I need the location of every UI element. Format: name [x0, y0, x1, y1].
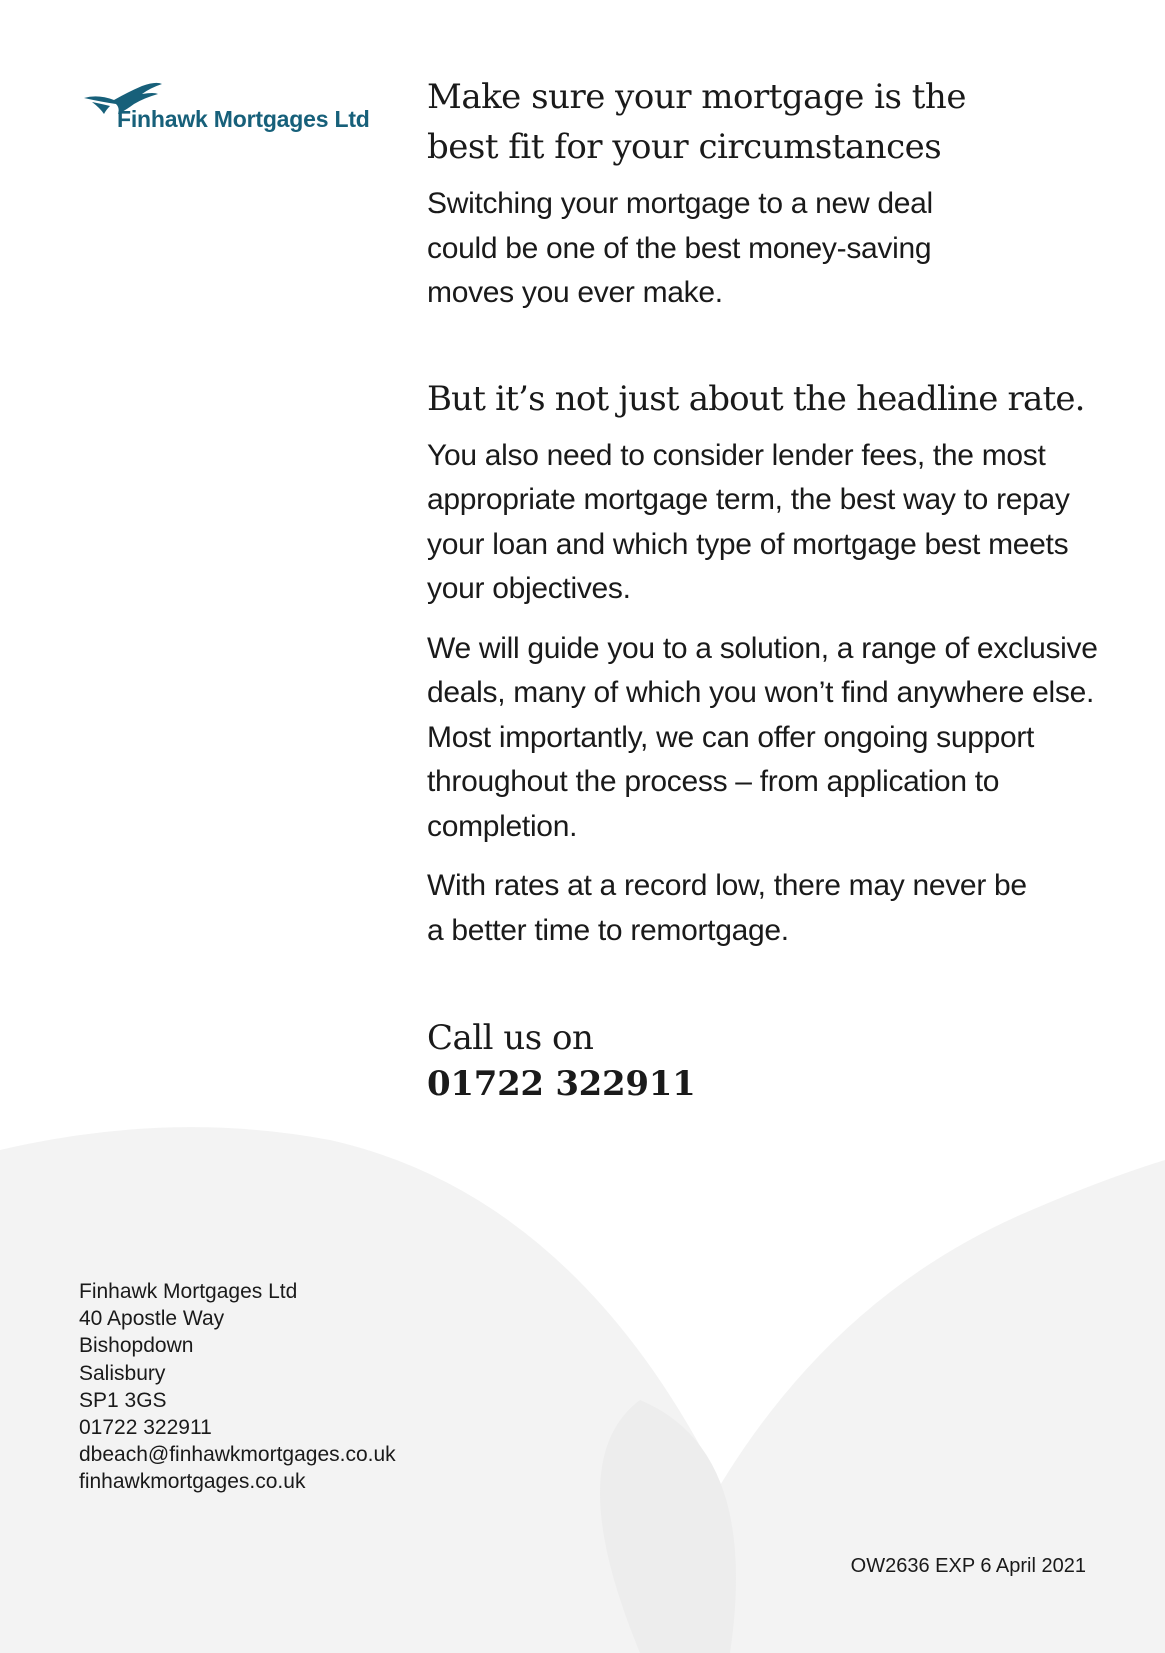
headline: Make sure your mortgage is the best fit for your circumstances: [427, 77, 966, 167]
address-area: Bishopdown: [79, 1334, 194, 1358]
call-us-label: Call us on: [427, 1018, 594, 1058]
address-email[interactable]: dbeach@finhawkmortgages.co.uk: [79, 1443, 396, 1467]
address-postcode: SP1 3GS: [79, 1388, 167, 1412]
call-us-phone-number[interactable]: 01722 322911: [427, 1064, 696, 1104]
intro-paragraph: Switching your mortgage to a new deal could be one of the best money-saving moves you ever make.: [427, 187, 933, 309]
body-paragraph-rates: With rates at a record low, there may never be a better time to remortgage.: [427, 869, 1027, 947]
address-street: 40 Apostle Way: [79, 1307, 225, 1331]
main-content: [427, 72, 1107, 1107]
contact-address-block: [79, 1278, 396, 1496]
address-website[interactable]: finhawkmortgages.co.uk: [79, 1470, 306, 1494]
address-town: Salisbury: [79, 1361, 166, 1385]
address-phone[interactable]: 01722 322911: [79, 1416, 212, 1440]
body-paragraph-guidance: We will guide you to a solution, a range of exclusive deals, many of which you won’t find anywhere else. Most importantly, we can offer ongoing support throughout the process – from application to completion.: [427, 631, 1098, 843]
company-logo: [84, 82, 394, 142]
subheading: But it’s not just about the headline rate.: [427, 378, 1085, 419]
body-paragraph-fees: You also need to consider lender fees, the most appropriate mortgage term, the best way to repay your loan and which type of mortgage best meets your objectives.: [427, 438, 1070, 605]
address-company: Finhawk Mortgages Ltd: [79, 1280, 298, 1303]
reference-expiry-code: OW2636 EXP 6 April 2021: [850, 1555, 1086, 1577]
logo-text: Finhawk Mortgages Ltd: [117, 106, 370, 132]
